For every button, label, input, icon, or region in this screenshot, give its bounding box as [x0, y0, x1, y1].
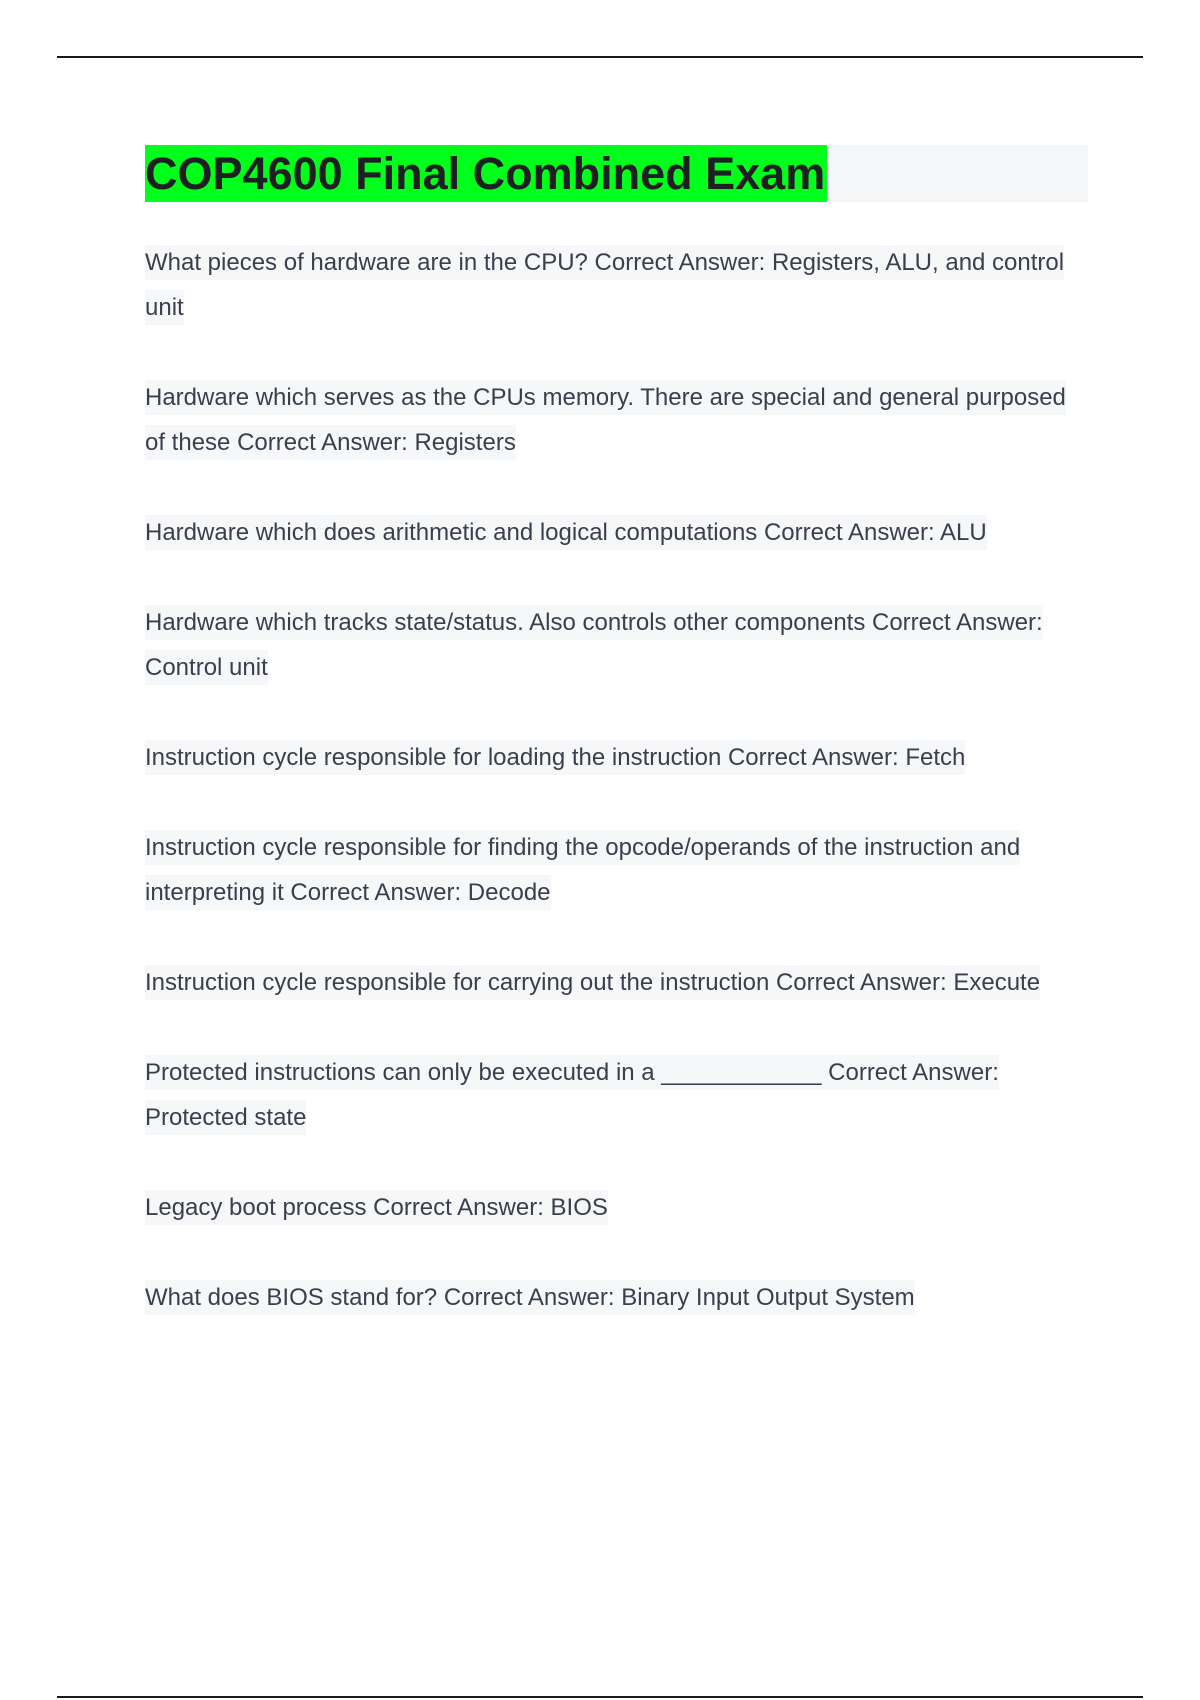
qa-item: Instruction cycle responsible for finding the opcode/operands of the instruction and interpreting it Correct Answer: Decode	[145, 825, 1080, 915]
title-row	[145, 145, 1088, 202]
qa-item: Hardware which does arithmetic and logical computations Correct Answer: ALU	[145, 510, 1080, 555]
qa-item: What does BIOS stand for? Correct Answer: Binary Input Output System	[145, 1275, 1080, 1320]
qa-item: Instruction cycle responsible for carrying out the instruction Correct Answer: Execute	[145, 960, 1080, 1005]
qa-list	[145, 240, 1090, 1320]
page-bottom-rule	[57, 1696, 1143, 1698]
document-title: COP4600 Final Combined Exam	[145, 145, 827, 202]
qa-item: Hardware which serves as the CPUs memory. There are special and general purposed of these Correct Answer: Registers	[145, 375, 1080, 465]
page-top-rule	[57, 56, 1143, 58]
qa-item: What pieces of hardware are in the CPU? Correct Answer: Registers, ALU, and control unit	[145, 240, 1080, 330]
qa-item: Protected instructions can only be executed in a ____________ Correct Answer: Protected state	[145, 1050, 1080, 1140]
document-body	[145, 145, 1090, 1365]
qa-item: Legacy boot process Correct Answer: BIOS	[145, 1185, 1080, 1230]
qa-item: Hardware which tracks state/status. Also controls other components Correct Answer: Control unit	[145, 600, 1080, 690]
qa-item: Instruction cycle responsible for loading the instruction Correct Answer: Fetch	[145, 735, 1080, 780]
